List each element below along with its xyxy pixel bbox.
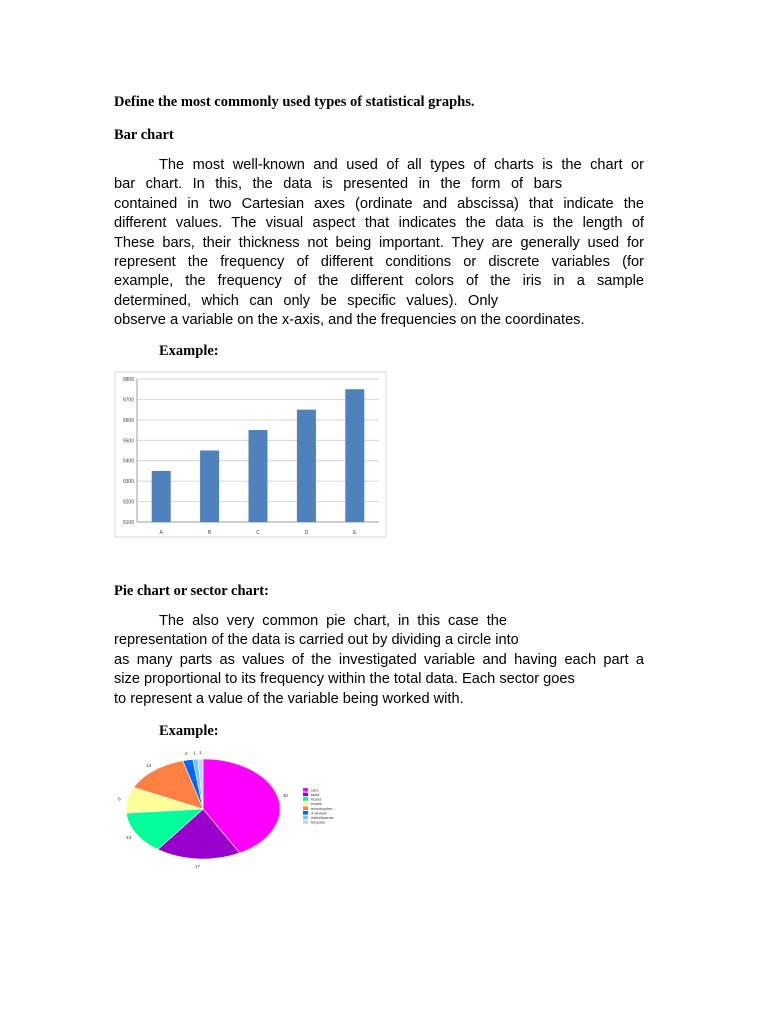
bar-b <box>200 451 219 523</box>
pie-value-label: 2 <box>184 751 188 757</box>
page-title: Define the most commonly used types of statistical graphs. <box>114 94 475 110</box>
paragraph-line: The most well-known and used of all types of charts is the chart or <box>159 157 644 173</box>
y-tick-label: 9600 <box>122 417 134 424</box>
bar-chart-paragraph <box>114 156 644 331</box>
y-tick-label: 9300 <box>122 479 134 486</box>
bar-example-label: Example: <box>159 343 219 359</box>
x-tick-label: D <box>304 530 309 536</box>
y-tick-label: 9800 <box>122 377 134 383</box>
legend-swatch <box>303 788 308 792</box>
y-tick-label: 9500 <box>122 438 134 445</box>
legend-label: trucks <box>311 801 322 807</box>
paragraph-line: represent the frequency of different conditions or discrete variables (for <box>114 253 644 270</box>
legend-swatch <box>303 802 308 806</box>
pie-value-label: 13 <box>126 835 132 840</box>
legend-swatch <box>303 816 308 820</box>
y-tick-label: 9200 <box>122 499 134 506</box>
bar-c <box>249 430 268 522</box>
paragraph-line: observe a variable on the x-axis, and the frequencies on the coordinates. <box>114 312 585 329</box>
pie-chart <box>113 748 373 869</box>
paragraph-line: different values. The visual aspect that indicates the data is the length of <box>114 215 644 232</box>
paragraph-line: determined, which can only be specific values). Only <box>114 292 498 309</box>
legend-swatch <box>303 820 308 824</box>
pie-value-label: 8 <box>118 796 121 802</box>
pie-value-label: 13 <box>146 763 152 769</box>
bar-e <box>345 389 364 522</box>
y-tick-label: 9400 <box>122 458 134 465</box>
x-tick-label: C <box>256 530 260 536</box>
pie-value-label: 40 <box>282 793 288 798</box>
x-tick-label: E <box>353 530 357 536</box>
paragraph-line: The also very common pie chart, in this case the <box>159 613 507 629</box>
legend-label: cars <box>311 787 319 793</box>
legend-label: bicycles <box>311 819 326 825</box>
y-tick-label: 9100 <box>122 520 134 526</box>
legend-swatch <box>303 806 308 810</box>
bar-a <box>152 471 171 522</box>
legend-swatch <box>303 797 308 801</box>
paragraph-line: as many parts as values of the investigated variable and having each part a <box>114 651 644 668</box>
pie-example-label: Example: <box>159 723 219 739</box>
legend-label: buses <box>311 796 322 802</box>
legend-label: 3 wheels <box>311 810 327 816</box>
pie-value-label: 1 <box>198 750 202 755</box>
y-tick-label: 9700 <box>122 397 134 404</box>
paragraph-line: size proportional to its frequency within the total data. Each sector goes <box>114 671 575 688</box>
pie-chart-heading: Pie chart or sector chart: <box>114 583 269 599</box>
paragraph-line: bar chart. In this, the data is presented in the form of bars <box>114 176 562 193</box>
legend-swatch <box>303 793 308 797</box>
pie-chart-paragraph <box>114 612 644 709</box>
legend-label: motorcycles <box>311 805 333 811</box>
x-tick-label: A <box>159 530 163 536</box>
bar-chart-heading: Bar chart <box>114 127 174 143</box>
legend-label: wheelbarrow <box>311 815 334 820</box>
bar-d <box>297 410 316 522</box>
pie-value-label: 1 <box>193 750 196 756</box>
paragraph-line: These bars, their thickness not being important. They are generally used for <box>114 234 644 251</box>
legend-swatch <box>303 811 308 815</box>
paragraph-line: to represent a value of the variable being worked with. <box>114 690 464 707</box>
legend-label: taxis <box>311 792 320 797</box>
bar-chart <box>115 372 387 538</box>
paragraph-line: contained in two Cartesian axes (ordinate and abscissa) that indicate the <box>114 195 644 212</box>
x-tick-label: B <box>207 530 212 536</box>
pie-value-label: 17 <box>194 863 200 869</box>
paragraph-line: example, the frequency of the different colors of the iris in a sample <box>114 273 644 290</box>
paragraph-line: representation of the data is carried out by dividing a circle into <box>114 632 519 649</box>
